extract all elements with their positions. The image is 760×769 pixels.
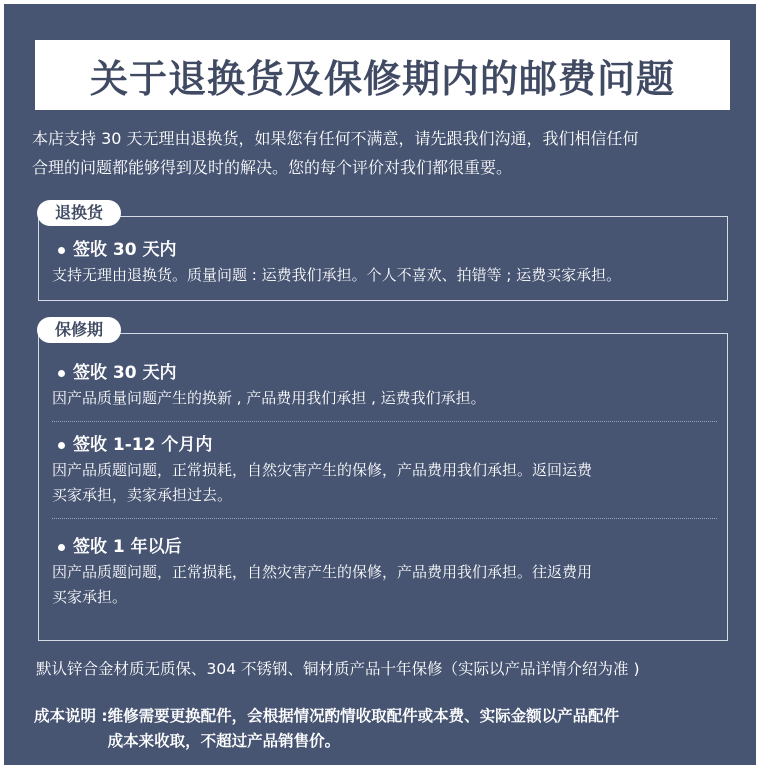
item-heading-text: 签收 1-12 个月内 [73,435,213,455]
title-banner [35,40,730,110]
item-body [52,386,722,411]
intro-line: 本店支持 30 天无理由退换货，如果您有任何不满意，请先跟我们沟通，我们相信任何 [32,129,639,148]
cost-explanation [34,704,734,754]
intro-line: 合理的问题都能够得到及时的解决。您的每个评价对我们都很重要。 [32,158,513,177]
item-body [52,560,722,610]
bullet-icon [58,247,65,254]
cost-label: 成本说明 : [34,707,108,725]
intro-paragraph [32,124,732,182]
item-body-line: 因产品质量问题产生的换新 , 产品费用我们承担 , 运费我们承担。 [52,389,486,407]
item-heading [52,432,722,458]
dotted-divider [52,518,717,519]
cost-line: 成本来收取，不超过产品销售价。 [107,732,341,750]
bullet-icon [58,544,65,551]
warranty-tag: 保修期 [37,317,121,343]
cost-line: 维修需要更换配件，会根据情况酌情收取配件或本费、实际金额以产品配件 [107,707,620,725]
info-panel [4,4,756,765]
page-title: 关于退换货及保修期内的邮费问题 [89,56,675,101]
item-body-line: 支持无理由退换货。质量问题 : 运费我们承担。个人不喜欢、拍错等 ; 运费买家承担。 [52,266,622,284]
bullet-icon [58,442,65,449]
warranty-item-1-12-months [52,432,722,508]
cost-text [108,704,734,754]
warranty-item-after-1-year [52,534,722,610]
item-heading-text: 签收 30 天内 [73,240,177,260]
item-heading-text: 签收 30 天内 [73,363,177,383]
item-body-line: 因产品质题问题，正常损耗，自然灾害产生的保修，产品费用我们承担。往返费用 [52,563,593,581]
bullet-icon [58,370,65,377]
item-heading [52,534,722,560]
item-body-line: 因产品质题问题，正常损耗，自然灾害产生的保修，产品费用我们承担。返回运费 [52,461,593,479]
return-exchange-tag: 退换货 [37,200,121,226]
warranty-note: 默认锌合金材质无质保、304 不锈钢、铜材质产品十年保修（实际以产品详情介绍为准 ) [36,660,640,678]
warranty-item-30-days [52,360,722,411]
item-heading [52,237,722,263]
dotted-divider [52,421,717,422]
item-heading-text: 签收 1 年以后 [73,537,182,557]
item-body-line: 买家承担。 [52,588,128,606]
item-body-line: 买家承担，卖家承担过去。 [52,486,233,504]
item-heading [52,360,722,386]
return-item-30-days [52,237,722,288]
item-body [52,458,722,508]
item-body [52,263,722,288]
